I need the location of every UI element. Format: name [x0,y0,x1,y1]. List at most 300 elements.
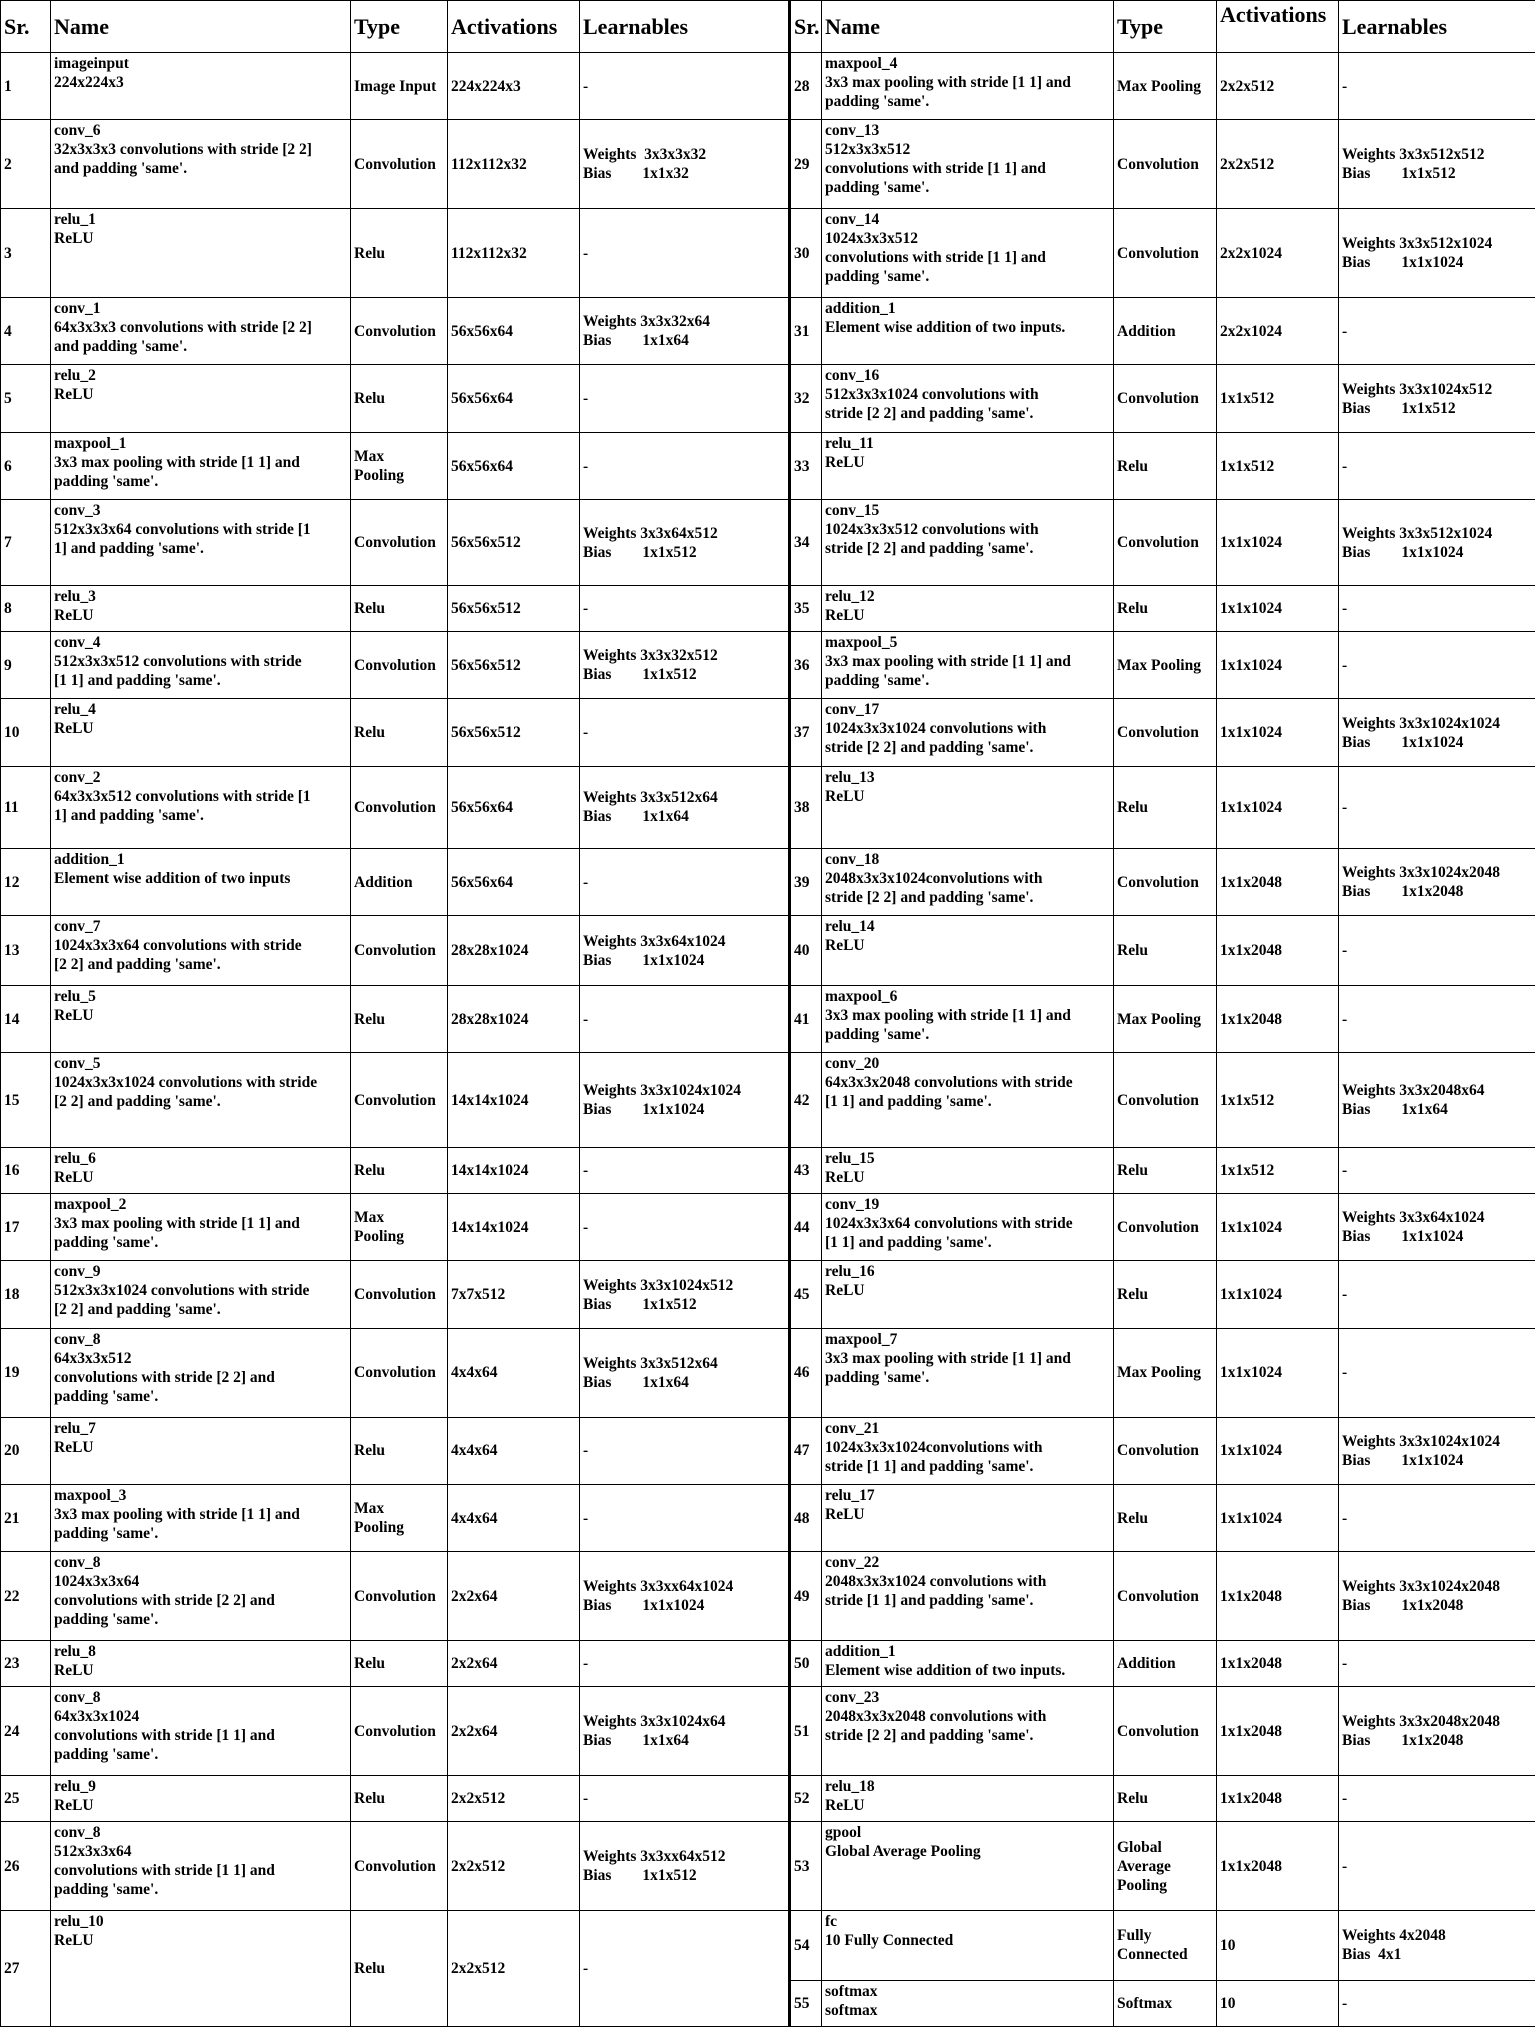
right-type-cell: Convolution [1114,1552,1217,1641]
right-learnables-cell: - [1339,585,1535,631]
right-activations-cell: 2x2x1024 [1217,209,1339,298]
right-sr-cell: 48 [790,1484,822,1551]
left-type-cell: Relu [351,1417,448,1484]
right-name-cell: softmax softmax [822,1980,1114,2026]
left-type-cell: Convolution [351,1053,448,1147]
right-sr-cell: 50 [790,1641,822,1687]
header-name-left: Name [51,1,351,53]
right-sr-cell: 45 [790,1261,822,1328]
left-type-cell: Image Input [351,53,448,120]
left-activations-cell: 112x112x32 [448,209,580,298]
right-type-cell: Global Average Pooling [1114,1822,1217,1911]
right-activations-cell: 1x1x512 [1217,1053,1339,1147]
left-type-cell: Convolution [351,500,448,585]
left-activations-cell: 2x2x64 [448,1641,580,1687]
left-learnables-cell: Weights 3x3x32x512 Bias 1x1x512 [580,631,790,698]
right-name-cell: conv_14 1024x3x3x512 convolutions with stride [1 1] and padding 'same'. [822,209,1114,298]
right-name-cell: addition_1 Element wise addition of two inputs. [822,1641,1114,1687]
left-activations-cell: 56x56x512 [448,500,580,585]
right-type-cell: Relu [1114,766,1217,848]
table-row [1,1641,1535,1687]
right-sr-cell: 52 [790,1776,822,1822]
right-activations-cell: 1x1x1024 [1217,1193,1339,1260]
right-activations-cell: 1x1x1024 [1217,766,1339,848]
left-learnables-cell: Weights 3x3x512x64 Bias 1x1x64 [580,766,790,848]
left-sr-cell: 21 [1,1484,51,1551]
right-name-cell: relu_11 ReLU [822,432,1114,499]
left-name-cell: imageinput 224x224x3 [51,53,351,120]
right-sr-cell: 55 [790,1980,822,2026]
right-activations-cell: 1x1x2048 [1217,848,1339,915]
right-learnables-cell: Weights 3x3x512x1024 Bias 1x1x1024 [1339,209,1535,298]
left-name-cell: addition_1 Element wise addition of two inputs [51,848,351,915]
right-learnables-cell: - [1339,432,1535,499]
right-name-cell: conv_13 512x3x3x512 convolutions with stride [1 1] and padding 'same'. [822,120,1114,209]
left-sr-cell: 13 [1,916,51,986]
left-sr-cell: 15 [1,1053,51,1147]
right-learnables-cell: - [1339,1776,1535,1822]
right-activations-cell: 1x1x2048 [1217,1687,1339,1776]
left-learnables-cell: - [580,209,790,298]
left-sr-cell: 2 [1,120,51,209]
left-name-cell: relu_2 ReLU [51,365,351,432]
right-learnables-cell: Weights 3x3x512x512 Bias 1x1x512 [1339,120,1535,209]
right-sr-cell: 39 [790,848,822,915]
right-type-cell: Relu [1114,916,1217,986]
right-activations-cell: 1x1x2048 [1217,985,1339,1052]
left-type-cell: Max Pooling [351,432,448,499]
right-activations-cell: 2x2x512 [1217,120,1339,209]
header-activations-right: Activations [1217,1,1339,53]
right-type-cell: Relu [1114,585,1217,631]
table-row [1,209,1535,298]
right-sr-cell: 46 [790,1328,822,1417]
right-sr-cell: 34 [790,500,822,585]
left-sr-cell: 17 [1,1193,51,1260]
right-activations-cell: 1x1x1024 [1217,585,1339,631]
left-name-cell: conv_1 64x3x3x3 convolutions with stride [2 2] and padding 'same'. [51,298,351,365]
table-row [1,1776,1535,1822]
right-sr-cell: 29 [790,120,822,209]
left-name-cell: maxpool_2 3x3 max pooling with stride [1 1] and padding 'same'. [51,1193,351,1260]
table-row [1,1261,1535,1328]
left-name-cell: conv_5 1024x3x3x1024 convolutions with stride [2 2] and padding 'same'. [51,1053,351,1147]
right-activations-cell: 1x1x2048 [1217,1822,1339,1911]
right-learnables-cell: - [1339,1484,1535,1551]
right-learnables-cell: - [1339,1261,1535,1328]
right-name-cell: maxpool_5 3x3 max pooling with stride [1 1] and padding 'same'. [822,631,1114,698]
right-activations-cell: 1x1x2048 [1217,916,1339,986]
left-learnables-cell: - [580,1641,790,1687]
right-name-cell: fc 10 Fully Connected [822,1910,1114,1980]
left-type-cell: Convolution [351,120,448,209]
left-learnables-cell: - [580,432,790,499]
left-name-cell: relu_7 ReLU [51,1417,351,1484]
left-sr-cell: 7 [1,500,51,585]
right-name-cell: conv_21 1024x3x3x1024convolutions with stride [1 1] and padding 'same'. [822,1417,1114,1484]
right-sr-cell: 43 [790,1147,822,1193]
left-name-cell: relu_4 ReLU [51,699,351,766]
right-type-cell: Convolution [1114,500,1217,585]
right-learnables-cell: - [1339,1147,1535,1193]
left-name-cell: relu_1 ReLU [51,209,351,298]
left-activations-cell: 56x56x512 [448,699,580,766]
left-activations-cell: 28x28x1024 [448,916,580,986]
left-activations-cell: 4x4x64 [448,1328,580,1417]
left-name-cell: relu_8 ReLU [51,1641,351,1687]
header-row [1,1,1535,53]
left-learnables-cell: - [580,53,790,120]
right-activations-cell: 1x1x512 [1217,365,1339,432]
right-sr-cell: 44 [790,1193,822,1260]
right-type-cell: Convolution [1114,120,1217,209]
table-row [1,585,1535,631]
right-type-cell: Addition [1114,298,1217,365]
right-type-cell: Relu [1114,432,1217,499]
left-activations-cell: 4x4x64 [448,1484,580,1551]
right-type-cell: Max Pooling [1114,985,1217,1052]
header-learnables-left: Learnables [580,1,790,53]
right-name-cell: conv_23 2048x3x3x2048 convolutions with stride [2 2] and padding 'same'. [822,1687,1114,1776]
left-activations-cell: 56x56x64 [448,365,580,432]
right-sr-cell: 51 [790,1687,822,1776]
left-activations-cell: 2x2x64 [448,1687,580,1776]
right-type-cell: Convolution [1114,1417,1217,1484]
left-activations-cell: 56x56x64 [448,766,580,848]
right-learnables-cell: Weights 3x3x1024x1024 Bias 1x1x1024 [1339,1417,1535,1484]
right-activations-cell: 1x1x1024 [1217,500,1339,585]
right-type-cell: Max Pooling [1114,1328,1217,1417]
left-sr-cell: 3 [1,209,51,298]
right-activations-cell: 1x1x2048 [1217,1776,1339,1822]
left-sr-cell: 24 [1,1687,51,1776]
left-sr-cell: 23 [1,1641,51,1687]
left-sr-cell: 1 [1,53,51,120]
right-sr-cell: 42 [790,1053,822,1147]
left-sr-cell: 10 [1,699,51,766]
right-activations-cell: 1x1x512 [1217,1147,1339,1193]
left-name-cell: conv_9 512x3x3x1024 convolutions with stride [2 2] and padding 'same'. [51,1261,351,1328]
right-activations-cell: 10 [1217,1980,1339,2026]
right-type-cell: Relu [1114,1484,1217,1551]
left-sr-cell: 12 [1,848,51,915]
right-name-cell: addition_1 Element wise addition of two inputs. [822,298,1114,365]
right-name-cell: conv_16 512x3x3x1024 convolutions with stride [2 2] and padding 'same'. [822,365,1114,432]
table-row [1,120,1535,209]
right-type-cell: Softmax [1114,1980,1217,2026]
left-name-cell: conv_8 64x3x3x1024 convolutions with stride [1 1] and padding 'same'. [51,1687,351,1776]
left-activations-cell: 56x56x64 [448,432,580,499]
left-activations-cell: 224x224x3 [448,53,580,120]
table-row [1,1822,1535,1911]
left-activations-cell: 4x4x64 [448,1417,580,1484]
right-learnables-cell: - [1339,298,1535,365]
left-type-cell: Relu [351,365,448,432]
right-name-cell: relu_17 ReLU [822,1484,1114,1551]
left-name-cell: conv_8 1024x3x3x64 convolutions with stride [2 2] and padding 'same'. [51,1552,351,1641]
right-learnables-cell: Weights 3x3x2048x64 Bias 1x1x64 [1339,1053,1535,1147]
left-type-cell: Convolution [351,766,448,848]
right-learnables-cell: Weights 3x3x1024x1024 Bias 1x1x1024 [1339,699,1535,766]
left-type-cell: Convolution [351,1687,448,1776]
left-type-cell: Convolution [351,916,448,986]
right-name-cell: conv_17 1024x3x3x1024 convolutions with stride [2 2] and padding 'same'. [822,699,1114,766]
left-type-cell: Addition [351,848,448,915]
left-type-cell: Convolution [351,1552,448,1641]
right-sr-cell: 35 [790,585,822,631]
left-activations-cell: 2x2x512 [448,1822,580,1911]
left-learnables-cell: Weights 3x3xx64x512 Bias 1x1x512 [580,1822,790,1911]
left-sr-cell: 9 [1,631,51,698]
table-row [1,1687,1535,1776]
left-name-cell: relu_10 ReLU [51,1910,351,2026]
left-type-cell: Convolution [351,298,448,365]
right-sr-cell: 28 [790,53,822,120]
right-learnables-cell: - [1339,631,1535,698]
left-activations-cell: 56x56x512 [448,585,580,631]
left-learnables-cell: - [580,1484,790,1551]
right-learnables-cell: Weights 4x2048 Bias 4x1 [1339,1910,1535,1980]
table-row [1,298,1535,365]
right-sr-cell: 54 [790,1910,822,1980]
right-sr-cell: 40 [790,916,822,986]
right-learnables-cell: Weights 3x3x2048x2048 Bias 1x1x2048 [1339,1687,1535,1776]
left-learnables-cell: Weights 3x3x1024x512 Bias 1x1x512 [580,1261,790,1328]
right-sr-cell: 37 [790,699,822,766]
left-name-cell: conv_8 512x3x3x64 convolutions with stride [1 1] and padding 'same'. [51,1822,351,1911]
left-type-cell: Relu [351,1776,448,1822]
left-type-cell: Convolution [351,1328,448,1417]
table-row [1,631,1535,698]
right-activations-cell: 1x1x1024 [1217,1261,1339,1328]
right-type-cell: Convolution [1114,699,1217,766]
left-name-cell: conv_4 512x3x3x512 convolutions with stride [1 1] and padding 'same'. [51,631,351,698]
right-sr-cell: 38 [790,766,822,848]
left-type-cell: Relu [351,699,448,766]
right-name-cell: relu_15 ReLU [822,1147,1114,1193]
right-type-cell: Fully Connected [1114,1910,1217,1980]
right-name-cell: maxpool_7 3x3 max pooling with stride [1 1] and padding 'same'. [822,1328,1114,1417]
right-learnables-cell: - [1339,1980,1535,2026]
table-row [1,766,1535,848]
right-learnables-cell: - [1339,1328,1535,1417]
table-row [1,1484,1535,1551]
left-learnables-cell: Weights 3x3x64x1024 Bias 1x1x1024 [580,916,790,986]
table-row [1,53,1535,120]
right-name-cell: maxpool_6 3x3 max pooling with stride [1 1] and padding 'same'. [822,985,1114,1052]
right-learnables-cell: - [1339,1641,1535,1687]
left-activations-cell: 2x2x512 [448,1910,580,2026]
table-row [1,1417,1535,1484]
left-type-cell: Relu [351,209,448,298]
left-type-cell: Max Pooling [351,1484,448,1551]
right-sr-cell: 30 [790,209,822,298]
left-name-cell: relu_5 ReLU [51,985,351,1052]
left-sr-cell: 20 [1,1417,51,1484]
right-name-cell: gpool Global Average Pooling [822,1822,1114,1911]
left-activations-cell: 56x56x512 [448,631,580,698]
left-type-cell: Convolution [351,1261,448,1328]
left-sr-cell: 25 [1,1776,51,1822]
right-name-cell: relu_16 ReLU [822,1261,1114,1328]
table-row [1,1328,1535,1417]
left-learnables-cell: Weights 3x3x64x512 Bias 1x1x512 [580,500,790,585]
right-learnables-cell: - [1339,1822,1535,1911]
left-sr-cell: 19 [1,1328,51,1417]
left-learnables-cell: - [580,985,790,1052]
header-learnables-right: Learnables [1339,1,1535,53]
table-row [1,432,1535,499]
left-sr-cell: 8 [1,585,51,631]
left-activations-cell: 112x112x32 [448,120,580,209]
left-sr-cell: 18 [1,1261,51,1328]
left-learnables-cell: - [580,1147,790,1193]
header-name-right: Name [822,1,1114,53]
left-activations-cell: 56x56x64 [448,298,580,365]
right-name-cell: conv_18 2048x3x3x1024convolutions with stride [2 2] and padding 'same'. [822,848,1114,915]
left-sr-cell: 22 [1,1552,51,1641]
right-activations-cell: 1x1x1024 [1217,631,1339,698]
table-row [1,848,1535,915]
left-type-cell: Relu [351,585,448,631]
right-sr-cell: 49 [790,1552,822,1641]
right-type-cell: Relu [1114,1147,1217,1193]
left-name-cell: conv_8 64x3x3x512 convolutions with stride [2 2] and padding 'same'. [51,1328,351,1417]
left-learnables-cell: Weights 3x3x1024x1024 Bias 1x1x1024 [580,1053,790,1147]
right-activations-cell: 10 [1217,1910,1339,1980]
right-name-cell: conv_19 1024x3x3x64 convolutions with stride [1 1] and padding 'same'. [822,1193,1114,1260]
left-activations-cell: 7x7x512 [448,1261,580,1328]
right-name-cell: maxpool_4 3x3 max pooling with stride [1 1] and padding 'same'. [822,53,1114,120]
table-row [1,1910,1535,1980]
right-activations-cell: 1x1x1024 [1217,1328,1339,1417]
left-learnables-cell: - [580,585,790,631]
right-activations-cell: 1x1x2048 [1217,1552,1339,1641]
left-sr-cell: 16 [1,1147,51,1193]
left-activations-cell: 28x28x1024 [448,985,580,1052]
right-type-cell: Convolution [1114,365,1217,432]
table-row [1,699,1535,766]
right-type-cell: Relu [1114,1261,1217,1328]
left-sr-cell: 26 [1,1822,51,1911]
left-activations-cell: 56x56x64 [448,848,580,915]
left-learnables-cell: - [580,1910,790,2026]
left-name-cell: relu_6 ReLU [51,1147,351,1193]
right-learnables-cell: Weights 3x3x1024x2048 Bias 1x1x2048 [1339,1552,1535,1641]
left-learnables-cell: - [580,848,790,915]
right-sr-cell: 41 [790,985,822,1052]
left-type-cell: Relu [351,1910,448,2026]
table-row [1,1147,1535,1193]
right-type-cell: Max Pooling [1114,631,1217,698]
table-row [1,985,1535,1052]
right-name-cell: relu_14 ReLU [822,916,1114,986]
right-name-cell: relu_18 ReLU [822,1776,1114,1822]
right-activations-cell: 1x1x2048 [1217,1641,1339,1687]
left-sr-cell: 6 [1,432,51,499]
right-activations-cell: 1x1x1024 [1217,699,1339,766]
right-sr-cell: 36 [790,631,822,698]
header-type-left: Type [351,1,448,53]
right-type-cell: Convolution [1114,1053,1217,1147]
left-activations-cell: 14x14x1024 [448,1053,580,1147]
right-sr-cell: 31 [790,298,822,365]
left-sr-cell: 11 [1,766,51,848]
left-name-cell: maxpool_3 3x3 max pooling with stride [1 1] and padding 'same'. [51,1484,351,1551]
left-type-cell: Relu [351,1641,448,1687]
header-activations-left: Activations [448,1,580,53]
table-row [1,500,1535,585]
left-name-cell: conv_6 32x3x3x3 convolutions with stride [2 2] and padding 'same'. [51,120,351,209]
right-learnables-cell: Weights 3x3x1024x2048 Bias 1x1x2048 [1339,848,1535,915]
header-sr-right: Sr. [790,1,822,53]
left-learnables-cell: - [580,699,790,766]
left-learnables-cell: Weights 3x3x512x64 Bias 1x1x64 [580,1328,790,1417]
right-sr-cell: 32 [790,365,822,432]
left-type-cell: Convolution [351,1822,448,1911]
right-type-cell: Convolution [1114,209,1217,298]
header-sr-left: Sr. [1,1,51,53]
right-type-cell: Convolution [1114,1193,1217,1260]
left-activations-cell: 2x2x64 [448,1552,580,1641]
right-learnables-cell: - [1339,53,1535,120]
table-row [1,1552,1535,1641]
left-name-cell: conv_2 64x3x3x512 convolutions with stride [1 1] and padding 'same'. [51,766,351,848]
left-activations-cell: 14x14x1024 [448,1147,580,1193]
left-name-cell: maxpool_1 3x3 max pooling with stride [1 1] and padding 'same'. [51,432,351,499]
right-learnables-cell: Weights 3x3x64x1024 Bias 1x1x1024 [1339,1193,1535,1260]
right-activations-cell: 1x1x1024 [1217,1484,1339,1551]
left-type-cell: Relu [351,985,448,1052]
left-type-cell: Convolution [351,631,448,698]
left-learnables-cell: Weights 3x3x3x32 Bias 1x1x32 [580,120,790,209]
header-type-right: Type [1114,1,1217,53]
right-type-cell: Convolution [1114,848,1217,915]
table-row [1,365,1535,432]
right-type-cell: Relu [1114,1776,1217,1822]
right-activations-cell: 1x1x1024 [1217,1417,1339,1484]
left-learnables-cell: - [580,1193,790,1260]
right-name-cell: conv_20 64x3x3x2048 convolutions with stride [1 1] and padding 'same'. [822,1053,1114,1147]
left-activations-cell: 2x2x512 [448,1776,580,1822]
left-learnables-cell: Weights 3x3x32x64 Bias 1x1x64 [580,298,790,365]
left-name-cell: relu_9 ReLU [51,1776,351,1822]
left-name-cell: conv_3 512x3x3x64 convolutions with stride [1 1] and padding 'same'. [51,500,351,585]
right-learnables-cell: Weights 3x3x1024x512 Bias 1x1x512 [1339,365,1535,432]
right-sr-cell: 33 [790,432,822,499]
left-learnables-cell: - [580,365,790,432]
left-sr-cell: 5 [1,365,51,432]
right-type-cell: Convolution [1114,1687,1217,1776]
right-sr-cell: 53 [790,1822,822,1911]
right-activations-cell: 2x2x512 [1217,53,1339,120]
left-learnables-cell: Weights 3x3x1024x64 Bias 1x1x64 [580,1687,790,1776]
table-row [1,1053,1535,1147]
right-name-cell: relu_13 ReLU [822,766,1114,848]
right-learnables-cell: - [1339,985,1535,1052]
left-sr-cell: 27 [1,1910,51,2026]
right-name-cell: relu_12 ReLU [822,585,1114,631]
left-type-cell: Max Pooling [351,1193,448,1260]
left-learnables-cell: - [580,1417,790,1484]
right-type-cell: Max Pooling [1114,53,1217,120]
table-row [1,916,1535,986]
left-activations-cell: 14x14x1024 [448,1193,580,1260]
left-name-cell: conv_7 1024x3x3x64 convolutions with stride [2 2] and padding 'same'. [51,916,351,986]
table-row [1,1193,1535,1260]
left-learnables-cell: Weights 3x3xx64x1024 Bias 1x1x1024 [580,1552,790,1641]
left-type-cell: Relu [351,1147,448,1193]
